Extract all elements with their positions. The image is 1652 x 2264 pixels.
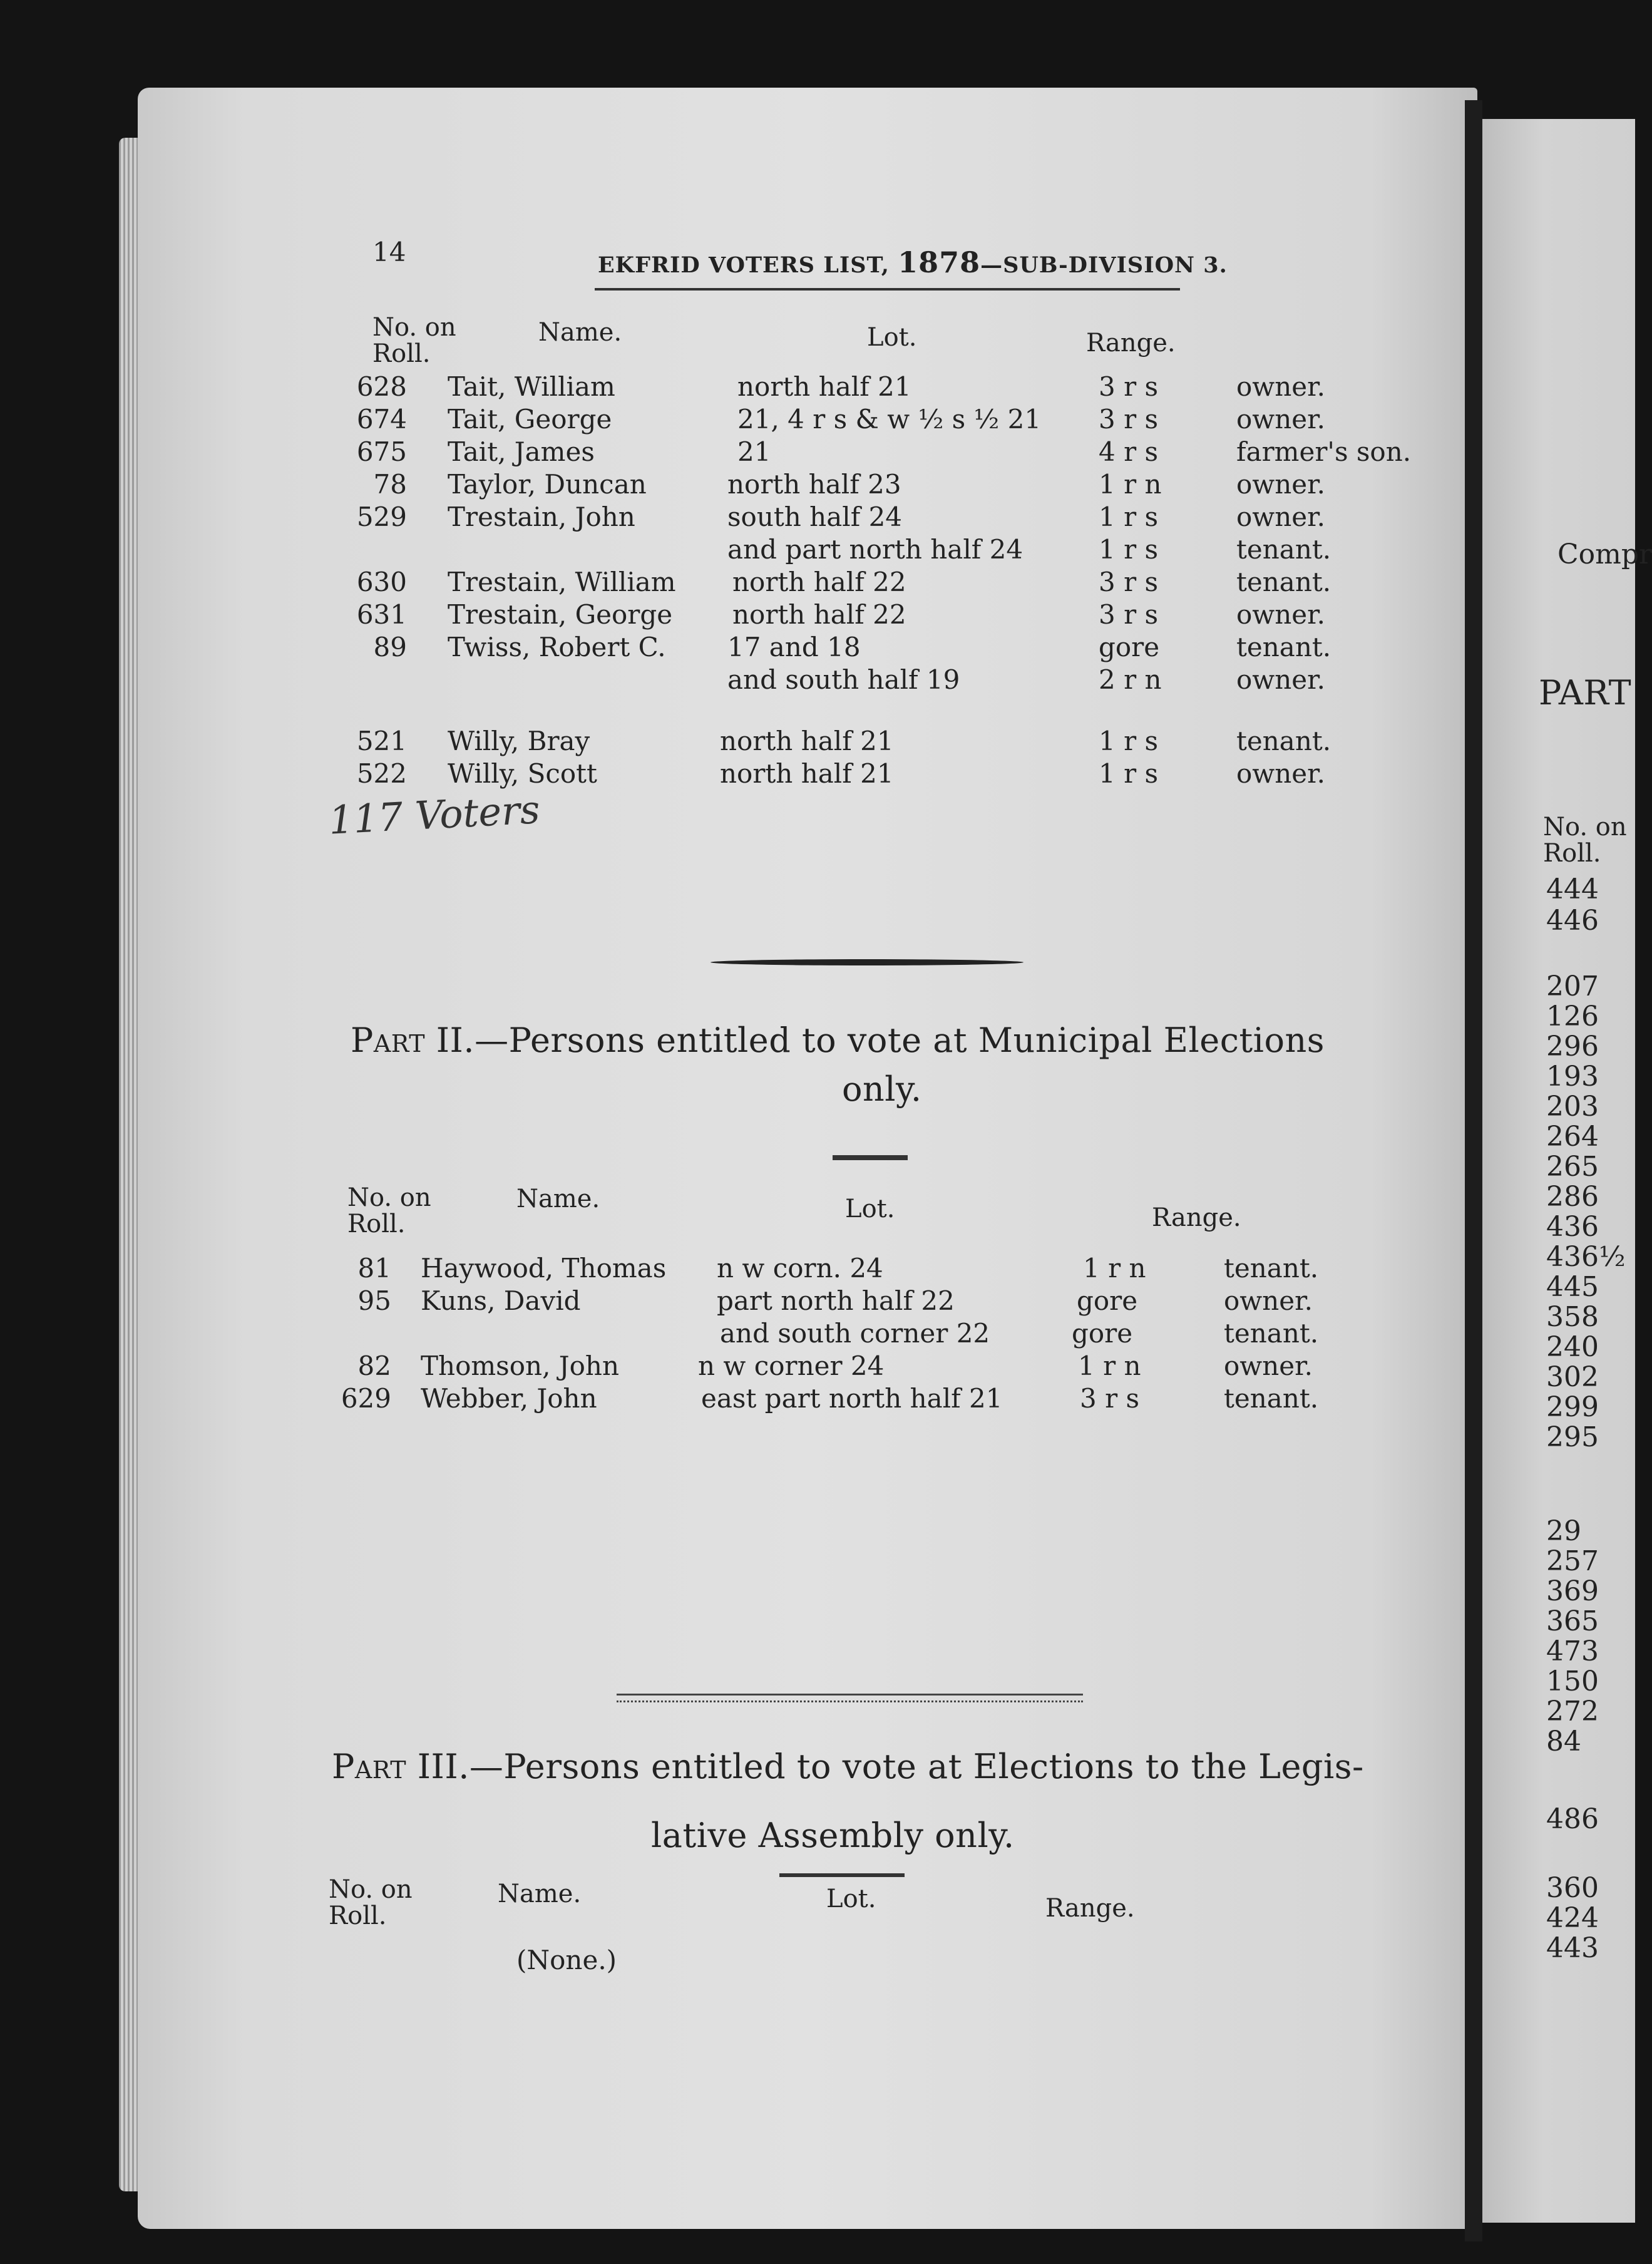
header-no-on: No. on: [372, 313, 456, 342]
table-row-status: owner.: [1236, 758, 1325, 789]
right-page-roll-number: 443: [1546, 1932, 1599, 1964]
table-row-range: 3 r s: [1080, 1383, 1140, 1414]
running-head-subdivision: —SUB-DIVISION 3.: [980, 252, 1228, 278]
part3-label: Part III.: [332, 1747, 469, 1786]
book-spine: [1465, 100, 1482, 2241]
table-row-name: Willy, Bray: [448, 726, 590, 756]
table-row-lot: north half 21: [720, 758, 894, 789]
part2-title: [351, 1021, 1325, 1060]
table-row-roll-number: 522: [356, 758, 407, 789]
table-row-name: Tait, George: [448, 404, 612, 435]
part2-header-no-on: No. on: [347, 1183, 431, 1212]
table-row-name: Trestain, John: [448, 502, 635, 532]
running-head: [598, 245, 1228, 279]
table-row-range: 1 r s: [1099, 726, 1159, 756]
table-row-lot: and part north half 24: [727, 534, 1024, 565]
right-page-roll-number: 207: [1546, 970, 1599, 1002]
part2-short-rule: [833, 1155, 908, 1160]
running-head-title: EKFRID VOTERS LIST,: [598, 252, 890, 278]
right-page-roll-number: 445: [1546, 1271, 1599, 1303]
right-page-roll-number: 358: [1546, 1301, 1599, 1333]
table-row-name: Webber, John: [421, 1383, 597, 1414]
table-row-status: owner.: [1236, 371, 1325, 402]
part3-header-name: Name.: [498, 1880, 582, 1908]
right-page-roll-number: 257: [1546, 1545, 1599, 1577]
right-page-roll-number: 29: [1546, 1515, 1581, 1547]
part2-header-range: Range.: [1152, 1203, 1241, 1232]
right-page-roll-number: 365: [1546, 1605, 1599, 1637]
part3-heading: —Persons entitled to vote at Elections to the Legis-: [469, 1747, 1364, 1786]
table-row-range: 1 r s: [1099, 758, 1159, 789]
table-row-name: Trestain, George: [448, 599, 673, 630]
right-page-roll-number: 150: [1546, 1665, 1599, 1697]
table-row-roll-number: 89: [373, 632, 407, 662]
table-row-lot: n w corn. 24: [717, 1253, 883, 1284]
header-name: Name.: [538, 318, 622, 347]
part3-short-rule: [779, 1873, 905, 1877]
table-row-name: Trestain, William: [448, 567, 676, 597]
table-row-range: 3 r s: [1099, 599, 1159, 630]
right-page-roll-number: 299: [1546, 1391, 1599, 1423]
right-page-header-no-on: No. on: [1543, 813, 1627, 841]
part2-heading: —Persons entitled to vote at Municipal Elections: [475, 1021, 1325, 1060]
table-row-range: 3 r s: [1099, 404, 1159, 435]
table-row-range: 2 r n: [1099, 664, 1162, 695]
table-row-range: 1 r s: [1099, 502, 1159, 532]
table-row-range: 1 r s: [1099, 534, 1159, 565]
table-row-range: 3 r s: [1099, 567, 1159, 597]
part3-header-lot: Lot.: [826, 1885, 876, 1913]
running-head-rule: [595, 288, 1180, 291]
table-row-status: owner.: [1236, 502, 1325, 532]
table-row-roll-number: 631: [356, 599, 407, 630]
table-row-roll-number: 82: [357, 1351, 391, 1381]
table-row-range: 4 r s: [1099, 436, 1159, 467]
table-row-lot: north half 21: [737, 371, 911, 402]
table-row-status: owner.: [1236, 664, 1325, 695]
right-page-roll-number: 302: [1546, 1361, 1599, 1393]
table-row-lot: east part north half 21: [701, 1383, 1003, 1414]
table-row-roll-number: 529: [356, 502, 407, 532]
table-row-name: Kuns, David: [421, 1285, 581, 1316]
table-row-status: tenant.: [1224, 1318, 1319, 1349]
header-range: Range.: [1086, 329, 1176, 358]
table-row-name: Tait, James: [448, 436, 595, 467]
table-row-range: gore: [1099, 632, 1160, 662]
table-row-lot: south half 24: [727, 502, 903, 532]
table-row-name: Tait, William: [448, 371, 615, 402]
table-row-lot: north half 21: [720, 726, 894, 756]
right-page-roll-number: 444: [1546, 873, 1599, 905]
running-head-year: 1878: [898, 245, 981, 279]
right-page-roll-number: 126: [1546, 1001, 1599, 1032]
right-page-roll-number: 360: [1546, 1872, 1599, 1904]
table-row-roll-number: 95: [357, 1285, 391, 1316]
page-number: 14: [372, 237, 406, 267]
right-page-roll-number: 295: [1546, 1421, 1599, 1453]
table-row-status: tenant.: [1236, 567, 1331, 597]
table-row-lot: north half 22: [732, 599, 906, 630]
section-divider-2: [617, 1694, 1083, 1702]
table-row-status: farmer's son.: [1236, 436, 1412, 467]
right-page-roll-number: 369: [1546, 1575, 1599, 1607]
right-page-roll-number: 436: [1546, 1211, 1599, 1243]
right-page-roll-number: 436½: [1546, 1241, 1626, 1273]
table-row-name: Haywood, Thomas: [421, 1253, 667, 1284]
table-row-lot: 21, 4 r s & w ½ s ½ 21: [737, 404, 1042, 435]
table-row-roll-number: 521: [356, 726, 407, 756]
part2-label: Part II.: [351, 1021, 475, 1060]
table-row-status: tenant.: [1236, 726, 1331, 756]
section-divider-1: [711, 959, 1024, 965]
right-page-roll-number: 473: [1546, 1635, 1599, 1667]
right-page-roll-number: 84: [1546, 1726, 1581, 1757]
handwritten-voter-total: 117 Voters: [327, 786, 541, 843]
part3-title-line2: lative Assembly only.: [651, 1816, 1015, 1855]
part3-title: [332, 1747, 1364, 1786]
table-row-status: tenant.: [1236, 632, 1331, 662]
right-page-roll-number: 264: [1546, 1121, 1599, 1153]
table-row-lot: n w corner 24: [698, 1351, 885, 1381]
table-row-lot: and south corner 22: [720, 1318, 990, 1349]
part3-header-range: Range.: [1045, 1894, 1135, 1923]
header-lot: Lot.: [867, 323, 917, 352]
right-page-roll-number: 193: [1546, 1061, 1599, 1093]
table-row-lot: and south half 19: [727, 664, 960, 695]
table-row-lot: part north half 22: [717, 1285, 955, 1316]
right-page-roll-number: 296: [1546, 1031, 1599, 1063]
part2-title-line2: only.: [842, 1069, 922, 1109]
table-row-range: gore: [1077, 1285, 1138, 1316]
header-roll: Roll.: [372, 339, 431, 368]
part3-header-no-on: No. on: [329, 1875, 413, 1904]
table-row-roll-number: 628: [356, 371, 407, 402]
table-row-range: 1 r n: [1083, 1253, 1146, 1284]
table-row-range: 1 r n: [1078, 1351, 1141, 1381]
table-row-status: owner.: [1236, 469, 1325, 500]
part2-header-lot: Lot.: [845, 1195, 895, 1223]
table-row-status: tenant.: [1224, 1383, 1319, 1414]
right-page-roll-number: 272: [1546, 1695, 1599, 1727]
right-page-roll-number: 286: [1546, 1181, 1599, 1213]
part3-header-roll: Roll.: [329, 1901, 387, 1930]
table-row-status: tenant.: [1224, 1253, 1319, 1284]
table-row-status: tenant.: [1236, 534, 1331, 565]
table-row-roll-number: 78: [373, 469, 407, 500]
table-row-lot: north half 22: [732, 567, 906, 597]
table-row-range: 3 r s: [1099, 371, 1159, 402]
table-row-roll-number: 674: [356, 404, 407, 435]
table-row-status: owner.: [1236, 599, 1325, 630]
right-page-roll-number: 203: [1546, 1091, 1599, 1123]
table-row-roll-number: 629: [341, 1383, 391, 1414]
right-page-roll-number: 265: [1546, 1151, 1599, 1183]
table-row-roll-number: 630: [356, 567, 407, 597]
table-row-range: gore: [1072, 1318, 1133, 1349]
table-row-roll-number: 81: [357, 1253, 391, 1284]
table-row-roll-number: 675: [356, 436, 407, 467]
table-row-lot: 17 and 18: [727, 632, 861, 662]
part2-header-name: Name.: [516, 1185, 600, 1213]
table-row-name: Thomson, John: [421, 1351, 619, 1381]
table-row-lot: 21: [737, 436, 771, 467]
table-row-lot: north half 23: [727, 469, 901, 500]
right-page-roll-number: 446: [1546, 905, 1599, 937]
right-page-roll-number: 486: [1546, 1803, 1599, 1835]
right-page-roll-number: 240: [1546, 1331, 1599, 1363]
table-row-range: 1 r n: [1099, 469, 1162, 500]
part3-none: (None.): [516, 1945, 617, 1975]
table-row-name: Willy, Scott: [448, 758, 597, 789]
table-row-status: owner.: [1236, 404, 1325, 435]
table-row-status: owner.: [1224, 1285, 1313, 1316]
table-row-status: owner.: [1224, 1351, 1313, 1381]
table-row-name: Twiss, Robert C.: [448, 632, 666, 662]
right-page-roll-number: 424: [1546, 1902, 1599, 1934]
table-row-name: Taylor, Duncan: [448, 469, 647, 500]
right-page-part: PART: [1539, 673, 1632, 713]
right-page-header-roll: Roll.: [1543, 839, 1601, 868]
right-page-word: Compr: [1557, 538, 1652, 570]
part2-header-roll: Roll.: [347, 1210, 406, 1238]
